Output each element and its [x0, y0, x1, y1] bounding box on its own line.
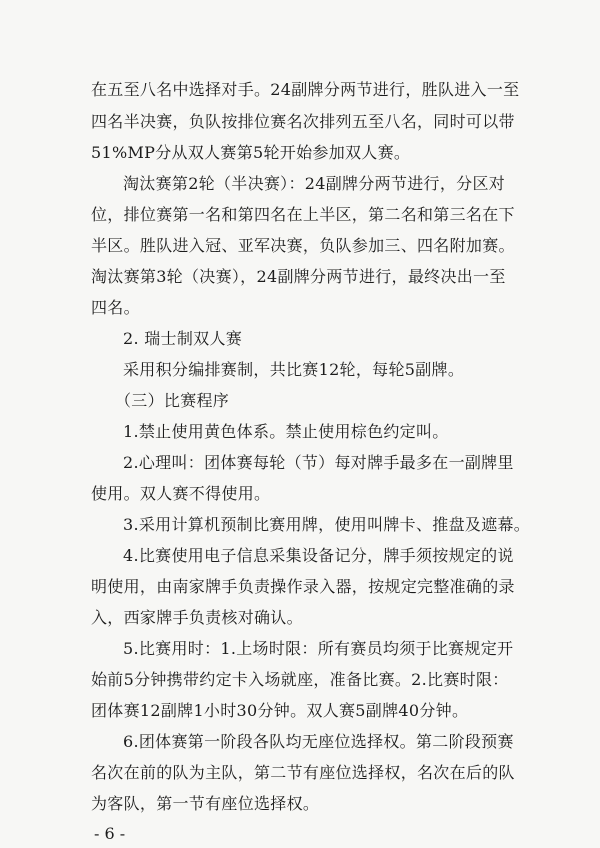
text-line: 四名半决赛，负队按排位赛名次排列五至八名，同时可以带 [91, 112, 515, 131]
text-line: 3.采用计算机预制比赛用牌，使用叫牌卡、推盘及遮幕。 [123, 515, 531, 534]
text-line: 4.比赛使用电子信息采集设备记分，牌手须按规定的说 [123, 546, 514, 565]
text-line: 半区。胜队进入冠、亚军决赛，负队参加三、四名附加赛。 [91, 236, 515, 255]
text-line: 入，西家牌手负责核对确认。 [91, 608, 303, 627]
text-line: 始前5分钟携带约定卡入场就座，准备比赛。2.比赛时限： [91, 670, 509, 689]
text-line: 在五至八名中选择对手。24副牌分两节进行，胜队进入一至 [91, 80, 520, 99]
text-line: 51%MP分从双人赛第5轮开始参加双人赛。 [91, 143, 411, 162]
text-line: 团体赛12副牌1小时30分钟。双人赛5副牌40分钟。 [91, 701, 469, 720]
section-heading: （三）比赛程序 [115, 391, 230, 410]
section-heading: 2. 瑞士制双人赛 [123, 329, 243, 348]
text-line: 淘汰赛第2轮（半决赛）：24副牌分两节进行，分区对 [123, 174, 506, 193]
page-number: - 6 - [94, 824, 126, 843]
text-line: 采用积分编排赛制，共比赛12轮，每轮5副牌。 [123, 360, 465, 379]
text-line: 为客队，第一节有座位选择权。 [91, 794, 320, 813]
text-line: 1.禁止使用黄色体系。禁止使用棕色约定叫。 [123, 422, 449, 441]
text-line: 5.比赛用时：1.上场时限：所有赛员均须于比赛规定开 [123, 639, 514, 658]
text-line: 明使用，由南家牌手负责操作录入器，按规定完整准确的录 [91, 577, 515, 596]
text-line: 淘汰赛第3轮（决赛），24副牌分两节进行，最终决出一至 [91, 267, 506, 286]
text-line: 使用。双人赛不得使用。 [91, 484, 271, 503]
text-line: 四名。 [91, 298, 140, 317]
text-line: 2.心理叫：团体赛每轮（节）每对牌手最多在一副牌里 [123, 453, 514, 472]
text-line: 6.团体赛第一阶段各队均无座位选择权。第二阶段预赛 [123, 732, 514, 751]
text-line: 名次在前的队为主队，第二节有座位选择权，名次在后的队 [91, 763, 515, 782]
text-line: 位，排位赛第一名和第四名在上半区，第二名和第三名在下 [91, 205, 515, 224]
